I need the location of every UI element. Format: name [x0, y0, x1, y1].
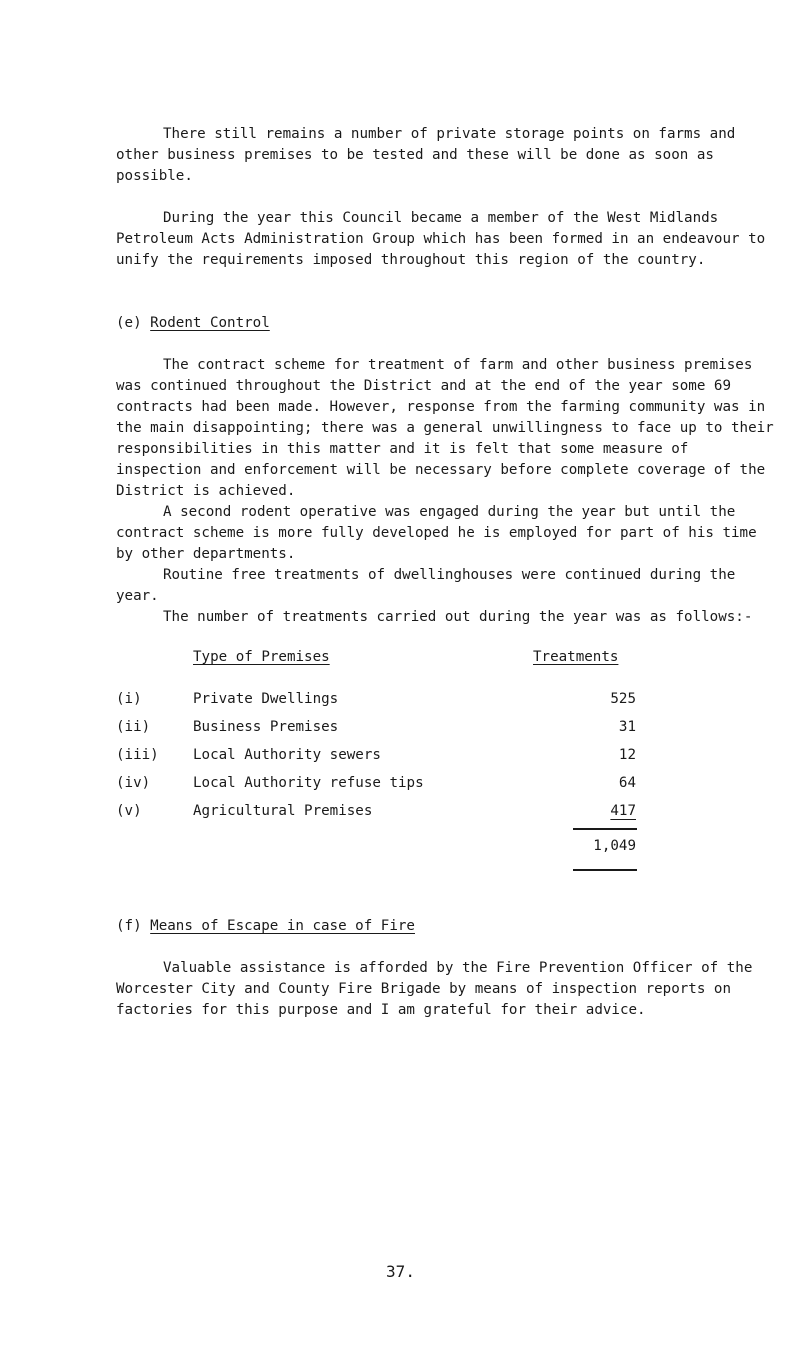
row-number: (ii)	[116, 719, 151, 735]
row-number: (v)	[116, 803, 142, 819]
table-row	[116, 747, 636, 768]
paragraph-treatments-intro: The number of treatments carried out during the year was as follows:-	[163, 609, 753, 625]
row-value: 417	[610, 803, 636, 819]
table-row	[116, 803, 636, 824]
section-title-f: Means of Escape in case of Fire	[150, 918, 415, 934]
paragraph-contract-scheme: The contract scheme for treatment of farm and other business premises was continued throughout the District and at the end of the year some 69 contracts had been made. However, response from the farming community was in the main disappointing; there was a general unwillingness to face up to their responsibilities in this matter and it is felt that some measure of inspection and enforcement will be necessary before complete coverage of the District is achieved.	[116, 357, 774, 499]
heading-rodent-control	[116, 313, 270, 334]
section-title-e: Rodent Control	[150, 315, 270, 331]
row-value: 12	[618, 747, 636, 763]
row-number: (i)	[116, 691, 142, 707]
paragraph-petroleum-group: During the year this Council became a member of the West Midlands Petroleum Acts Administration Group which has been formed in an endeavour to unify the requirements imposed throughout this region of the country.	[116, 210, 766, 268]
paragraph-private-storage: There still remains a number of private storage points on farms and other business premises to be tested and these will be done as soon as possible.	[116, 126, 736, 184]
row-number: (iv)	[116, 775, 151, 791]
table-row	[116, 719, 636, 740]
row-label: Private Dwellings	[193, 691, 339, 707]
column-header-treatments: Treatments	[533, 649, 619, 665]
row-label: Local Authority sewers	[193, 747, 381, 763]
subtotal-rule	[573, 828, 637, 830]
row-label: Local Authority refuse tips	[193, 775, 424, 791]
paragraph-fire-prevention: Valuable assistance is afforded by the Fire Prevention Officer of the Worcester City and County Fire Brigade by means of inspection reports on factories for this purpose and I am grateful for their advice.	[116, 960, 753, 1018]
row-label: Business Premises	[193, 719, 339, 735]
table-row	[116, 691, 636, 712]
total-rule	[573, 869, 637, 871]
table-row	[116, 775, 636, 796]
treatments-total: 1,049	[593, 838, 636, 854]
paragraph-routine-treatments: Routine free treatments of dwellinghouses were continued during the year.	[116, 567, 736, 604]
heading-means-of-escape	[116, 916, 415, 937]
row-value: 31	[618, 719, 636, 735]
row-number: (iii)	[116, 747, 159, 763]
paragraph-second-operative: A second rodent operative was engaged during the year but until the contract scheme is more fully developed he is employed for part of his time by other departments.	[116, 504, 757, 562]
row-value: 64	[618, 775, 636, 791]
page-number: 37.	[386, 1262, 415, 1281]
column-header-type: Type of Premises	[193, 649, 330, 665]
row-label: Agricultural Premises	[193, 803, 373, 819]
row-value: 525	[610, 691, 636, 707]
section-marker-f: (f)	[116, 918, 142, 934]
section-marker-e: (e)	[116, 315, 142, 331]
